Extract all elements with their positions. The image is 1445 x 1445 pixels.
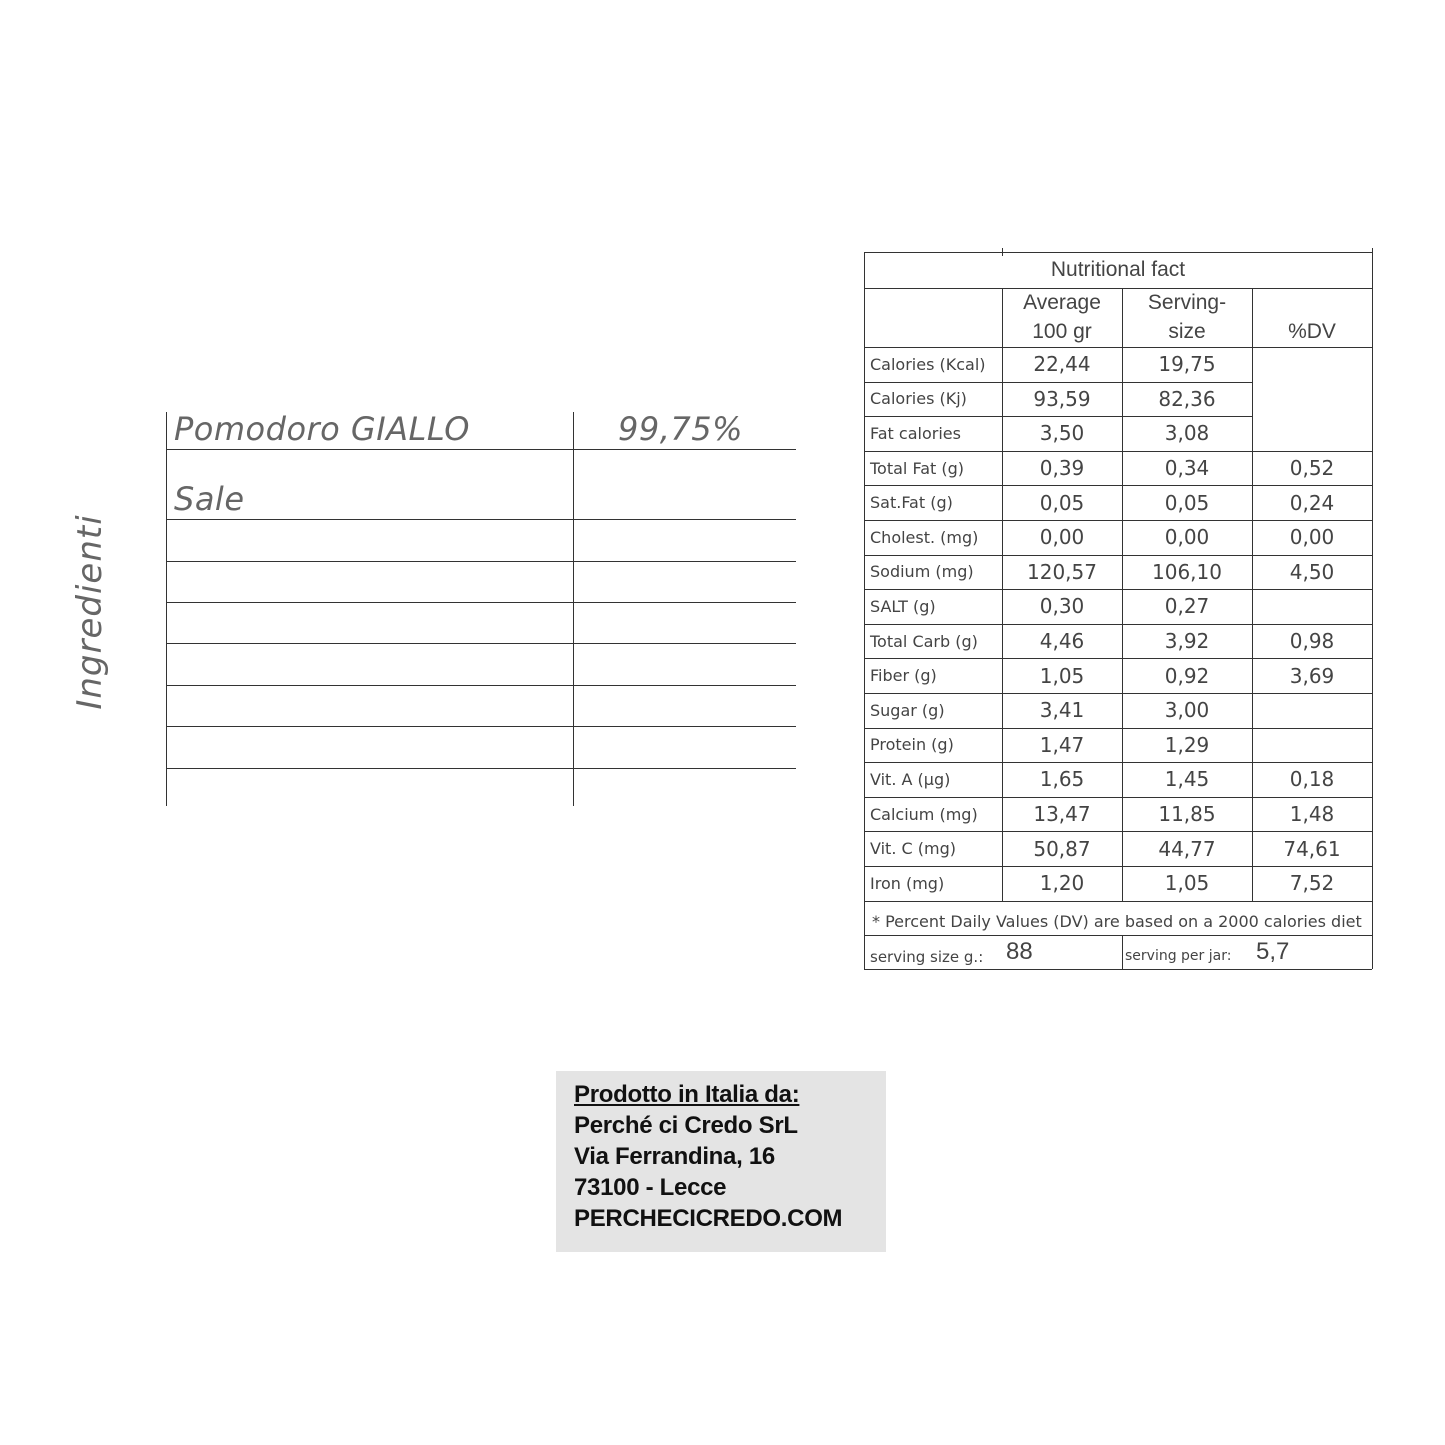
table-row-divider [864, 901, 1372, 902]
nutrient-value-avg: 93,59 [1033, 386, 1091, 411]
table-row-divider [864, 451, 1372, 452]
table-row-divider [864, 624, 1372, 625]
nutrient-value-dv: 0,98 [1289, 629, 1335, 654]
serving-size-value: 88 [1006, 938, 1033, 965]
nutrient-value-avg: 1,65 [1039, 767, 1085, 792]
table-row-divider [864, 416, 1252, 417]
table-row-divider [864, 658, 1372, 659]
nutrient-label: Iron (mg) [870, 873, 945, 893]
nutrient-value-serving: 0,00 [1164, 525, 1210, 550]
table-row-divider [864, 288, 1372, 289]
table-row-divider [864, 347, 1372, 348]
nutrient-label: Total Fat (g) [870, 458, 964, 478]
nutrient-label: Vit. C (mg) [870, 839, 956, 859]
ingredient-name: Sale [174, 480, 245, 518]
nutrient-value-dv: 3,69 [1289, 663, 1335, 688]
nutrient-label: Sugar (g) [870, 700, 945, 720]
nutrient-label: Calories (Kcal) [870, 354, 986, 374]
nutrient-value-dv [1252, 416, 1372, 451]
serving-size-label: serving size g.: [870, 948, 984, 966]
dv-footnote: * Percent Daily Values (DV) are based on a 2000 calories diet [872, 912, 1362, 931]
nutrient-value-avg: 22,44 [1033, 352, 1091, 377]
nutrient-value-dv: 7,52 [1289, 871, 1335, 896]
table-row-divider [864, 252, 1372, 253]
nutrient-value-serving: 1,29 [1164, 732, 1210, 757]
nutrient-value-avg: 1,20 [1039, 871, 1085, 896]
nutrient-label: Cholest. (mg) [870, 527, 979, 547]
nutrient-value-avg: 3,41 [1039, 698, 1085, 723]
table-row-divider [166, 726, 796, 727]
producer-heading: Prodotto in Italia da: [574, 1081, 800, 1108]
table-row-divider [166, 768, 796, 769]
header-average-100gr: Average 100 gr [1023, 291, 1101, 343]
nutrient-label: Calories (Kj) [870, 389, 967, 409]
table-column-divider [1122, 935, 1123, 969]
nutrient-label: Fiber (g) [870, 666, 937, 686]
table-row-divider [166, 643, 796, 644]
table-row-divider [864, 693, 1372, 694]
nutrient-value-serving: 0,34 [1164, 456, 1210, 481]
nutrient-value-avg: 0,30 [1039, 594, 1085, 619]
table-row-divider [166, 561, 796, 562]
table-column-divider [1252, 288, 1253, 901]
producer-label [556, 1071, 886, 1252]
nutrient-value-serving: 0,05 [1164, 490, 1210, 515]
nutrient-value-dv: 74,61 [1283, 836, 1341, 861]
nutrient-value-avg: 1,05 [1039, 663, 1085, 688]
nutrient-value-serving: 106,10 [1152, 559, 1222, 584]
servings-per-jar-label: serving per jar: [1125, 948, 1232, 964]
nutrient-label: Sat.Fat (g) [870, 493, 953, 513]
table-row-divider [864, 382, 1252, 383]
nutrient-value-avg: 0,39 [1039, 456, 1085, 481]
table-column-divider [1002, 248, 1003, 256]
header-serving-size: Serving- size [1147, 291, 1227, 343]
header-dv: %DV [1288, 320, 1336, 343]
nutrient-value-dv: 4,50 [1289, 559, 1335, 584]
servings-per-jar-value: 5,7 [1256, 938, 1290, 965]
nutrient-value-serving: 3,92 [1164, 629, 1210, 654]
ingredients-table [166, 412, 796, 806]
nutrient-value-serving: 82,36 [1158, 386, 1216, 411]
nutrient-value-dv [1252, 347, 1372, 382]
nutrient-value-serving: 11,85 [1158, 802, 1216, 827]
nutrient-value-serving: 3,00 [1164, 698, 1210, 723]
table-column-divider [1002, 288, 1003, 901]
table-row-divider [166, 602, 796, 603]
ingredients-label: Ingredienti [70, 514, 110, 710]
table-column-divider [1372, 248, 1373, 969]
table-row-divider [864, 935, 1372, 936]
nutrient-value-serving: 3,08 [1164, 421, 1210, 446]
nutrient-value-serving: 1,05 [1164, 871, 1210, 896]
table-row-divider [864, 520, 1372, 521]
table-row-divider [864, 728, 1372, 729]
nutrient-value-dv: 0,52 [1289, 456, 1335, 481]
table-row-divider [864, 762, 1372, 763]
nutrient-value-avg: 50,87 [1033, 836, 1091, 861]
producer-city: 73100 - Lecce [574, 1174, 727, 1201]
nutrient-value-dv [1252, 728, 1372, 763]
nutrient-value-serving: 19,75 [1158, 352, 1216, 377]
nutrient-value-avg: 0,05 [1039, 490, 1085, 515]
nutrient-value-dv [1252, 382, 1372, 417]
nutrient-value-avg: 4,46 [1039, 629, 1085, 654]
table-row-divider [864, 797, 1372, 798]
nutrient-value-dv: 0,00 [1289, 525, 1335, 550]
nutrient-value-serving: 44,77 [1158, 836, 1216, 861]
nutrient-label: Calcium (mg) [870, 804, 978, 824]
nutrition-facts-table [864, 248, 1372, 970]
nutrient-value-dv: 1,48 [1289, 802, 1335, 827]
table-row-divider [864, 969, 1372, 970]
table-row-divider [166, 519, 796, 520]
nutrient-value-dv [1252, 693, 1372, 728]
nutrient-value-avg: 120,57 [1027, 559, 1097, 584]
ingredient-percent: 99,75% [618, 410, 744, 448]
table-border [166, 412, 167, 806]
nutrient-label: Fat calories [870, 423, 961, 443]
producer-company: Perché ci Credo SrL [574, 1112, 798, 1139]
producer-website: PERCHECICREDO.COM [574, 1205, 843, 1232]
table-row-divider [166, 449, 796, 450]
table-row-divider [864, 866, 1372, 867]
ingredient-name: Pomodoro GIALLO [174, 410, 470, 448]
nutrient-label: Sodium (mg) [870, 562, 974, 582]
nutrition-title: Nutritional fact [1050, 258, 1186, 281]
nutrient-label: Total Carb (g) [870, 631, 978, 651]
nutrient-value-avg: 0,00 [1039, 525, 1085, 550]
nutrient-label: Protein (g) [870, 735, 954, 755]
nutrient-value-serving: 0,92 [1164, 663, 1210, 688]
nutrient-value-avg: 1,47 [1039, 732, 1085, 757]
nutrient-value-avg: 3,50 [1039, 421, 1085, 446]
nutrient-value-dv: 0,18 [1289, 767, 1335, 792]
table-column-divider [864, 252, 865, 969]
nutrient-label: SALT (g) [870, 596, 936, 616]
nutrient-value-serving: 0,27 [1164, 594, 1210, 619]
table-column-divider [573, 412, 574, 806]
table-row-divider [166, 685, 796, 686]
nutrient-value-serving: 1,45 [1164, 767, 1210, 792]
table-row-divider [864, 589, 1372, 590]
producer-street: Via Ferrandina, 16 [574, 1143, 775, 1170]
nutrient-value-dv [1252, 589, 1372, 624]
table-row-divider [864, 831, 1372, 832]
table-row-divider [864, 555, 1372, 556]
table-column-divider [1122, 288, 1123, 901]
nutrient-value-dv: 0,24 [1289, 490, 1335, 515]
table-row-divider [864, 485, 1372, 486]
nutrient-value-avg: 13,47 [1033, 802, 1091, 827]
nutrient-label: Vit. A (µg) [870, 769, 951, 789]
